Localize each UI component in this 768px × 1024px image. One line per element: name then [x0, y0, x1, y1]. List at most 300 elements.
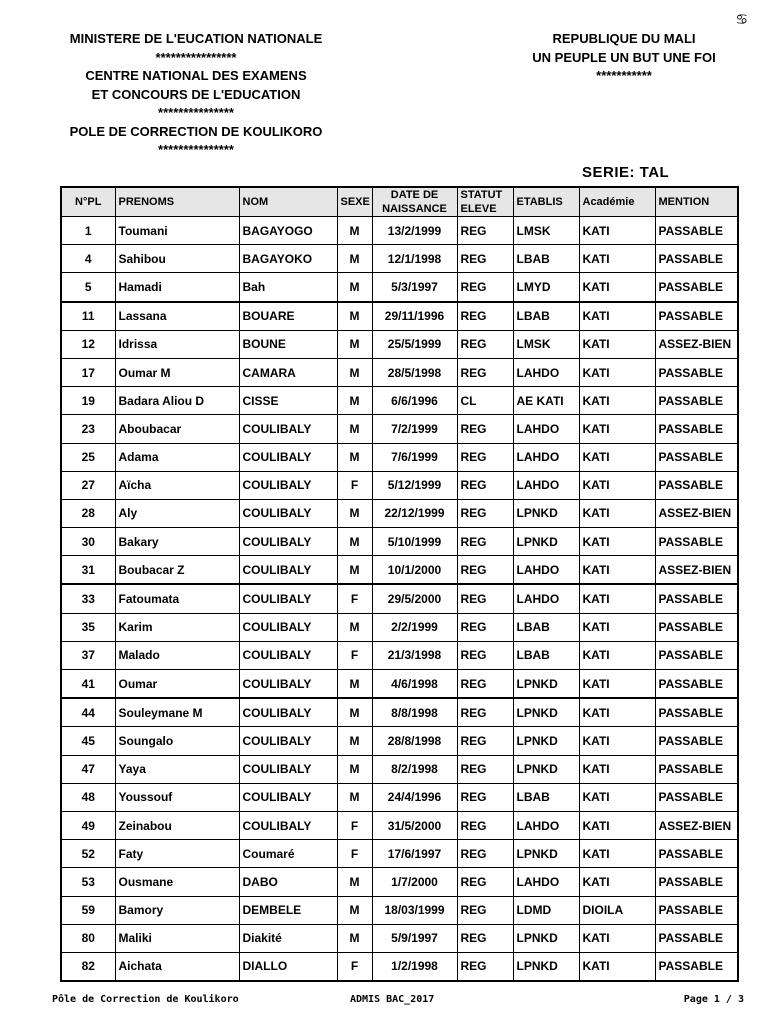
cell-academie: KATI: [579, 245, 655, 273]
cell-academie: KATI: [579, 556, 655, 585]
table-row: [61, 471, 738, 499]
cell-mention: ASSEZ-BIEN: [655, 499, 738, 527]
cell-prenoms: Youssouf: [115, 783, 239, 811]
cell-birthdate: 5/10/1999: [372, 528, 457, 556]
table-row: [61, 924, 738, 952]
cell-birthdate: 18/03/1999: [372, 896, 457, 924]
cell-etablis: LAHDO: [513, 471, 579, 499]
cell-nom: COULIBALY: [239, 727, 337, 755]
cell-academie: KATI: [579, 528, 655, 556]
cell-sexe: F: [337, 840, 372, 868]
cell-etablis: LBAB: [513, 613, 579, 641]
table-row: [61, 528, 738, 556]
cell-mention: PASSABLE: [655, 783, 738, 811]
cell-num: 41: [61, 670, 115, 699]
cell-mention: PASSABLE: [655, 387, 738, 415]
cell-statut: REG: [457, 698, 513, 727]
cell-academie: KATI: [579, 471, 655, 499]
cell-statut: REG: [457, 584, 513, 613]
results-table: [60, 186, 739, 982]
cell-mention: ASSEZ-BIEN: [655, 811, 738, 839]
page-footer: [52, 994, 744, 1008]
cell-statut: REG: [457, 528, 513, 556]
cell-nom: Bah: [239, 273, 337, 302]
cell-nom: DIALLO: [239, 952, 337, 981]
cell-sexe: M: [337, 499, 372, 527]
col-header-mention: MENTION: [655, 187, 738, 217]
cell-prenoms: Sahibou: [115, 245, 239, 273]
cell-mention: PASSABLE: [655, 528, 738, 556]
cell-birthdate: 8/2/1998: [372, 755, 457, 783]
cell-nom: COULIBALY: [239, 528, 337, 556]
cell-nom: COULIBALY: [239, 556, 337, 585]
cell-num: 44: [61, 698, 115, 727]
table-row: [61, 727, 738, 755]
cell-statut: REG: [457, 358, 513, 386]
cell-nom: DEMBELE: [239, 896, 337, 924]
cell-academie: DIOILA: [579, 896, 655, 924]
table-row: [61, 443, 738, 471]
cell-statut: REG: [457, 670, 513, 699]
cell-mention: PASSABLE: [655, 584, 738, 613]
cell-sexe: M: [337, 868, 372, 896]
cell-birthdate: 28/5/1998: [372, 358, 457, 386]
cell-mention: ASSEZ-BIEN: [655, 556, 738, 585]
cell-sexe: M: [337, 670, 372, 699]
cell-academie: KATI: [579, 499, 655, 527]
cell-prenoms: Aboubacar: [115, 415, 239, 443]
cell-etablis: LAHDO: [513, 415, 579, 443]
cell-num: 33: [61, 584, 115, 613]
cell-birthdate: 5/12/1999: [372, 471, 457, 499]
table-row: [61, 613, 738, 641]
cell-sexe: M: [337, 443, 372, 471]
cell-mention: PASSABLE: [655, 613, 738, 641]
ministry-header: [40, 30, 352, 160]
cell-num: 52: [61, 840, 115, 868]
republic-name: REPUBLIQUE DU MALI: [552, 31, 696, 46]
cell-statut: REG: [457, 783, 513, 811]
exam-center-line1: CENTRE NATIONAL DES EXAMENS: [85, 68, 307, 83]
cell-statut: REG: [457, 217, 513, 245]
cell-prenoms: Toumani: [115, 217, 239, 245]
cell-etablis: LPNKD: [513, 727, 579, 755]
cell-prenoms: Hamadi: [115, 273, 239, 302]
cell-num: 12: [61, 330, 115, 358]
cell-academie: KATI: [579, 584, 655, 613]
cell-nom: COULIBALY: [239, 670, 337, 699]
cell-academie: KATI: [579, 727, 655, 755]
table-row: [61, 641, 738, 669]
exam-center-line2: ET CONCOURS DE L'EDUCATION: [91, 86, 301, 102]
cell-etablis: LDMD: [513, 896, 579, 924]
cell-sexe: M: [337, 924, 372, 952]
cell-num: 5: [61, 273, 115, 302]
cell-num: 35: [61, 613, 115, 641]
cell-mention: PASSABLE: [655, 443, 738, 471]
table-row: [61, 840, 738, 868]
cell-statut: REG: [457, 302, 513, 331]
table-row: [61, 499, 738, 527]
cell-academie: KATI: [579, 330, 655, 358]
cell-num: 25: [61, 443, 115, 471]
cell-num: 23: [61, 415, 115, 443]
cell-prenoms: Oumar: [115, 670, 239, 699]
cell-statut: REG: [457, 924, 513, 952]
cell-sexe: M: [337, 528, 372, 556]
cell-prenoms: Bakary: [115, 528, 239, 556]
cell-nom: BAGAYOGO: [239, 217, 337, 245]
cell-academie: KATI: [579, 613, 655, 641]
cell-nom: COULIBALY: [239, 471, 337, 499]
table-row: [61, 302, 738, 331]
cell-academie: KATI: [579, 443, 655, 471]
cell-sexe: M: [337, 273, 372, 302]
col-header-nom: NOM: [239, 187, 337, 217]
cell-mention: PASSABLE: [655, 896, 738, 924]
separator-stars: ***************: [158, 142, 234, 157]
footer-pole: Pôle de Correction de Koulikoro: [52, 994, 239, 1005]
cell-academie: KATI: [579, 783, 655, 811]
cell-birthdate: 29/11/1996: [372, 302, 457, 331]
cell-etablis: LPNKD: [513, 528, 579, 556]
cell-prenoms: Badara Aliou D: [115, 387, 239, 415]
cell-statut: CL: [457, 387, 513, 415]
cell-etablis: LPNKD: [513, 840, 579, 868]
cell-birthdate: 10/1/2000: [372, 556, 457, 585]
ministry-name: MINISTERE DE L'EUCATION NATIONALE: [69, 31, 323, 46]
cell-sexe: M: [337, 698, 372, 727]
cell-num: 17: [61, 358, 115, 386]
cell-mention: PASSABLE: [655, 727, 738, 755]
cell-nom: CISSE: [239, 387, 337, 415]
cell-statut: REG: [457, 499, 513, 527]
cell-birthdate: 28/8/1998: [372, 727, 457, 755]
cell-sexe: M: [337, 415, 372, 443]
cell-sexe: M: [337, 302, 372, 331]
table-header-row: [61, 187, 738, 217]
table-row: [61, 783, 738, 811]
cell-num: 28: [61, 499, 115, 527]
cell-etablis: LAHDO: [513, 556, 579, 585]
table-row: [61, 556, 738, 585]
cell-num: 45: [61, 727, 115, 755]
cell-mention: PASSABLE: [655, 471, 738, 499]
cell-academie: KATI: [579, 217, 655, 245]
cell-birthdate: 25/5/1999: [372, 330, 457, 358]
cell-sexe: M: [337, 613, 372, 641]
table-row: [61, 217, 738, 245]
table-body: [61, 217, 738, 982]
cell-sexe: M: [337, 896, 372, 924]
cell-mention: PASSABLE: [655, 924, 738, 952]
cell-sexe: F: [337, 471, 372, 499]
cell-etablis: LBAB: [513, 302, 579, 331]
table-row: [61, 896, 738, 924]
cell-statut: REG: [457, 613, 513, 641]
cell-academie: KATI: [579, 952, 655, 981]
cell-prenoms: Maliki: [115, 924, 239, 952]
cell-academie: KATI: [579, 415, 655, 443]
cell-mention: PASSABLE: [655, 245, 738, 273]
cell-mention: ASSEZ-BIEN: [655, 330, 738, 358]
cell-birthdate: 12/1/1998: [372, 245, 457, 273]
cell-statut: REG: [457, 811, 513, 839]
cell-prenoms: Yaya: [115, 755, 239, 783]
cell-academie: KATI: [579, 811, 655, 839]
cell-birthdate: 2/2/1999: [372, 613, 457, 641]
table-row: [61, 952, 738, 981]
cell-etablis: LAHDO: [513, 811, 579, 839]
cell-etablis: LAHDO: [513, 443, 579, 471]
cell-nom: COULIBALY: [239, 499, 337, 527]
table-row: [61, 670, 738, 699]
cell-etablis: LBAB: [513, 641, 579, 669]
cell-mention: PASSABLE: [655, 840, 738, 868]
cell-num: 47: [61, 755, 115, 783]
cell-etablis: LAHDO: [513, 584, 579, 613]
cell-birthdate: 8/8/1998: [372, 698, 457, 727]
cell-birthdate: 21/3/1998: [372, 641, 457, 669]
table-row: [61, 584, 738, 613]
separator-stars: ***************: [158, 105, 234, 120]
cell-statut: REG: [457, 556, 513, 585]
cell-num: 82: [61, 952, 115, 981]
cell-mention: PASSABLE: [655, 273, 738, 302]
cell-statut: REG: [457, 443, 513, 471]
cell-statut: REG: [457, 727, 513, 755]
cell-nom: BOUNE: [239, 330, 337, 358]
table-row: [61, 415, 738, 443]
cell-birthdate: 31/5/2000: [372, 811, 457, 839]
cell-prenoms: Boubacar Z: [115, 556, 239, 585]
cell-prenoms: Zeinabou: [115, 811, 239, 839]
cell-etablis: LPNKD: [513, 670, 579, 699]
cell-sexe: F: [337, 641, 372, 669]
cell-birthdate: 17/6/1997: [372, 840, 457, 868]
cell-nom: DABO: [239, 868, 337, 896]
cell-prenoms: Fatoumata: [115, 584, 239, 613]
cell-num: 49: [61, 811, 115, 839]
cell-nom: COULIBALY: [239, 811, 337, 839]
cell-nom: COULIBALY: [239, 783, 337, 811]
cell-mention: PASSABLE: [655, 698, 738, 727]
separator-stars: ***********: [596, 68, 652, 83]
cell-prenoms: Malado: [115, 641, 239, 669]
cell-birthdate: 6/6/1996: [372, 387, 457, 415]
cell-mention: PASSABLE: [655, 952, 738, 981]
cell-mention: PASSABLE: [655, 868, 738, 896]
cell-statut: REG: [457, 896, 513, 924]
cell-statut: REG: [457, 952, 513, 981]
cell-birthdate: 13/2/1999: [372, 217, 457, 245]
cell-nom: COULIBALY: [239, 415, 337, 443]
cell-academie: KATI: [579, 358, 655, 386]
cell-mention: PASSABLE: [655, 670, 738, 699]
cell-statut: REG: [457, 415, 513, 443]
cell-prenoms: Aichata: [115, 952, 239, 981]
cell-academie: KATI: [579, 698, 655, 727]
cell-etablis: LPNKD: [513, 924, 579, 952]
cell-statut: REG: [457, 245, 513, 273]
cell-nom: COULIBALY: [239, 613, 337, 641]
col-header-etablis: ETABLIS: [513, 187, 579, 217]
cell-sexe: M: [337, 783, 372, 811]
cell-statut: REG: [457, 840, 513, 868]
cell-mention: PASSABLE: [655, 302, 738, 331]
cell-academie: KATI: [579, 868, 655, 896]
cell-num: 11: [61, 302, 115, 331]
cell-prenoms: Adama: [115, 443, 239, 471]
cell-birthdate: 5/9/1997: [372, 924, 457, 952]
cell-mention: PASSABLE: [655, 755, 738, 783]
col-header-prenoms: PRENOMS: [115, 187, 239, 217]
cell-sexe: M: [337, 245, 372, 273]
cell-num: 19: [61, 387, 115, 415]
table-row: [61, 358, 738, 386]
cell-mention: PASSABLE: [655, 217, 738, 245]
cell-academie: KATI: [579, 273, 655, 302]
cell-etablis: AE KATI: [513, 387, 579, 415]
table-row: [61, 698, 738, 727]
cell-num: 48: [61, 783, 115, 811]
cell-birthdate: 7/2/1999: [372, 415, 457, 443]
cell-num: 59: [61, 896, 115, 924]
cell-sexe: F: [337, 811, 372, 839]
cell-statut: REG: [457, 330, 513, 358]
cell-statut: REG: [457, 755, 513, 783]
cell-academie: KATI: [579, 387, 655, 415]
table-row: [61, 330, 738, 358]
cell-num: 80: [61, 924, 115, 952]
cell-birthdate: 1/2/1998: [372, 952, 457, 981]
cell-prenoms: Aïcha: [115, 471, 239, 499]
table-row: [61, 868, 738, 896]
cell-num: 4: [61, 245, 115, 273]
cell-birthdate: 4/6/1998: [372, 670, 457, 699]
correction-pole: POLE DE CORRECTION DE KOULIKORO: [69, 123, 323, 139]
cell-num: 27: [61, 471, 115, 499]
cell-academie: KATI: [579, 755, 655, 783]
cell-etablis: LAHDO: [513, 868, 579, 896]
footer-title: ADMIS BAC_2017: [350, 994, 435, 1005]
cell-num: 31: [61, 556, 115, 585]
col-header-academie: Académie: [579, 187, 655, 217]
cell-mention: PASSABLE: [655, 415, 738, 443]
cell-nom: COULIBALY: [239, 443, 337, 471]
cell-etablis: LAHDO: [513, 358, 579, 386]
cell-birthdate: 7/6/1999: [372, 443, 457, 471]
cell-birthdate: 24/4/1996: [372, 783, 457, 811]
cell-sexe: M: [337, 755, 372, 783]
cell-prenoms: Souleymane M: [115, 698, 239, 727]
cell-academie: KATI: [579, 302, 655, 331]
cell-prenoms: Bamory: [115, 896, 239, 924]
cell-nom: BOUARE: [239, 302, 337, 331]
cell-statut: REG: [457, 641, 513, 669]
cell-prenoms: Ousmane: [115, 868, 239, 896]
cell-nom: Coumaré: [239, 840, 337, 868]
cell-academie: KATI: [579, 641, 655, 669]
cell-sexe: M: [337, 358, 372, 386]
cell-academie: KATI: [579, 670, 655, 699]
cell-sexe: M: [337, 330, 372, 358]
cell-nom: COULIBALY: [239, 641, 337, 669]
cell-etablis: LBAB: [513, 783, 579, 811]
cell-sexe: M: [337, 387, 372, 415]
cell-etablis: LPNKD: [513, 499, 579, 527]
cell-nom: COULIBALY: [239, 755, 337, 783]
cell-nom: BAGAYOKO: [239, 245, 337, 273]
cell-sexe: M: [337, 556, 372, 585]
cell-mention: PASSABLE: [655, 358, 738, 386]
cell-birthdate: 5/3/1997: [372, 273, 457, 302]
cell-nom: CAMARA: [239, 358, 337, 386]
cell-num: 1: [61, 217, 115, 245]
cell-prenoms: Faty: [115, 840, 239, 868]
footer-page-number: Page 1 / 3: [683, 994, 744, 1005]
cell-num: 30: [61, 528, 115, 556]
table-row: [61, 273, 738, 302]
cell-sexe: M: [337, 217, 372, 245]
serie-label: SERIE: TAL: [582, 164, 670, 181]
cell-statut: REG: [457, 471, 513, 499]
corner-symbol-icon: ♋: [735, 12, 748, 28]
col-header-num: N°PL: [61, 187, 115, 217]
cell-sexe: F: [337, 584, 372, 613]
republic-header: [520, 30, 728, 86]
cell-statut: REG: [457, 868, 513, 896]
cell-sexe: F: [337, 952, 372, 981]
cell-etablis: LMYD: [513, 273, 579, 302]
cell-etablis: LMSK: [513, 330, 579, 358]
national-motto: UN PEUPLE UN BUT UNE FOI: [532, 49, 716, 65]
col-header-birthdate: DATE DE NAISSANCE: [372, 187, 457, 217]
cell-mention: PASSABLE: [655, 641, 738, 669]
cell-academie: KATI: [579, 924, 655, 952]
col-header-statut: STATUT ELEVE: [457, 187, 513, 217]
table-row: [61, 755, 738, 783]
cell-prenoms: Lassana: [115, 302, 239, 331]
cell-birthdate: 22/12/1999: [372, 499, 457, 527]
col-header-sexe: SEXE: [337, 187, 372, 217]
cell-prenoms: Aly: [115, 499, 239, 527]
table-row: [61, 387, 738, 415]
cell-etablis: LMSK: [513, 217, 579, 245]
table-row: [61, 811, 738, 839]
separator-stars: ****************: [155, 49, 237, 65]
cell-nom: COULIBALY: [239, 584, 337, 613]
cell-num: 53: [61, 868, 115, 896]
table-row: [61, 245, 738, 273]
cell-sexe: M: [337, 727, 372, 755]
cell-prenoms: Soungalo: [115, 727, 239, 755]
cell-nom: COULIBALY: [239, 698, 337, 727]
cell-academie: KATI: [579, 840, 655, 868]
cell-prenoms: Oumar M: [115, 358, 239, 386]
cell-num: 37: [61, 641, 115, 669]
cell-prenoms: Idrissa: [115, 330, 239, 358]
cell-etablis: LBAB: [513, 245, 579, 273]
cell-statut: REG: [457, 273, 513, 302]
cell-prenoms: Karim: [115, 613, 239, 641]
cell-nom: Diakité: [239, 924, 337, 952]
cell-etablis: LPNKD: [513, 952, 579, 981]
cell-birthdate: 29/5/2000: [372, 584, 457, 613]
cell-birthdate: 1/7/2000: [372, 868, 457, 896]
cell-etablis: LPNKD: [513, 755, 579, 783]
cell-etablis: LPNKD: [513, 698, 579, 727]
